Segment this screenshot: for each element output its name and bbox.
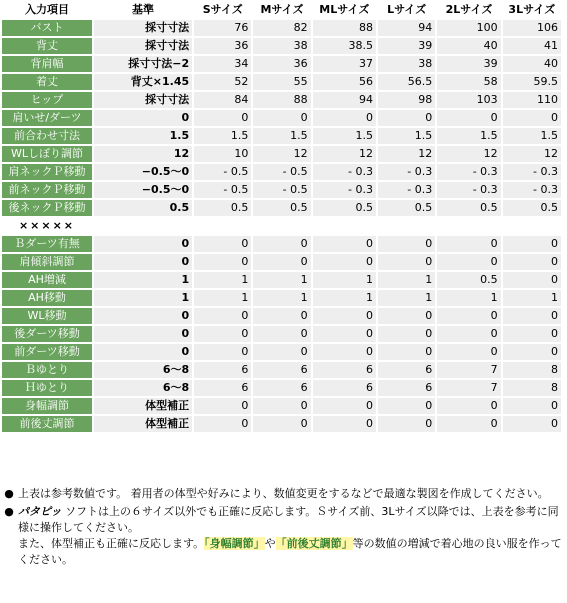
value-cell: 0 <box>503 110 561 126</box>
brand-name: パタピッ <box>18 505 62 518</box>
value-cell: 52 <box>194 74 251 90</box>
value-cell: 0 <box>503 398 561 414</box>
row-label: 肩いせ/ダーツ <box>2 110 92 126</box>
row-label: 前後丈調節 <box>2 416 92 432</box>
row-label: 着丈 <box>2 74 92 90</box>
value-cell: 0 <box>378 344 435 360</box>
table-row <box>2 272 561 288</box>
note-2-mid: や <box>264 537 276 550</box>
value-cell: 0 <box>437 344 500 360</box>
table-row <box>2 254 561 270</box>
value-cell: 0 <box>378 308 435 324</box>
value-cell: - 0.5 <box>194 182 251 198</box>
value-cell: 0 <box>313 416 376 432</box>
table-row <box>2 128 561 144</box>
value-cell: 34 <box>194 56 251 72</box>
value-cell: 88 <box>313 20 376 36</box>
base-cell: 0 <box>94 110 192 126</box>
value-cell: 10 <box>194 146 251 162</box>
value-cell: 37 <box>313 56 376 72</box>
value-cell: 6 <box>253 362 310 378</box>
value-cell: 8 <box>503 380 561 396</box>
value-cell <box>378 218 435 234</box>
value-cell: 82 <box>253 20 310 36</box>
value-cell: 39 <box>437 56 500 72</box>
value-cell: 0 <box>503 344 561 360</box>
header-cell: 2Lサイズ <box>437 2 500 18</box>
header-cell: 基準 <box>94 2 192 18</box>
value-cell: 0 <box>378 416 435 432</box>
value-cell: 0 <box>437 398 500 414</box>
base-cell: 採寸寸法 <box>94 92 192 108</box>
value-cell: 1 <box>253 272 310 288</box>
value-cell: 12 <box>378 146 435 162</box>
value-cell: 0 <box>503 308 561 324</box>
value-cell: 0 <box>437 110 500 126</box>
value-cell: 59.5 <box>503 74 561 90</box>
value-cell: 0 <box>313 308 376 324</box>
note-2-text-c: 等の数値の増減で着心地の良い服を作ってください。 <box>18 537 562 566</box>
row-label: WLしぼり調節 <box>2 146 92 162</box>
value-cell: 0.5 <box>437 272 500 288</box>
value-cell: 6 <box>194 362 251 378</box>
row-label: AH移動 <box>2 290 92 306</box>
row-label: 前ダーツ移動 <box>2 344 92 360</box>
value-cell: 1 <box>313 290 376 306</box>
value-cell: 84 <box>194 92 251 108</box>
value-cell: 0 <box>437 254 500 270</box>
value-cell: 1 <box>378 272 435 288</box>
value-cell: 0.5 <box>194 200 251 216</box>
value-cell: 0 <box>437 236 500 252</box>
row-label: 後ネックＰ移動 <box>2 200 92 216</box>
value-cell: 12 <box>503 146 561 162</box>
note-2 <box>0 504 567 568</box>
value-cell: 56 <box>313 74 376 90</box>
table-row <box>2 38 561 54</box>
base-cell <box>94 218 192 234</box>
value-cell: 1.5 <box>437 128 500 144</box>
row-label: バスト <box>2 20 92 36</box>
table-row <box>2 308 561 324</box>
value-cell: 0 <box>194 398 251 414</box>
value-cell: 39 <box>378 38 435 54</box>
value-cell: 1 <box>378 290 435 306</box>
row-label: 背肩幅 <box>2 56 92 72</box>
value-cell: 1 <box>437 290 500 306</box>
value-cell: 6 <box>313 362 376 378</box>
value-cell: 41 <box>503 38 561 54</box>
value-cell: 0.5 <box>378 200 435 216</box>
value-cell: - 0.3 <box>378 182 435 198</box>
value-cell: 0 <box>313 326 376 342</box>
base-cell: 体型補正 <box>94 398 192 414</box>
row-label: 背丈 <box>2 38 92 54</box>
value-cell: 40 <box>503 56 561 72</box>
header-cell: 3Lサイズ <box>503 2 561 18</box>
table-row <box>2 416 561 432</box>
value-cell <box>503 218 561 234</box>
value-cell: - 0.3 <box>503 182 561 198</box>
base-cell: 背丈×1.45 <box>94 74 192 90</box>
base-cell: −0.5〜0 <box>94 182 192 198</box>
value-cell: 0 <box>503 254 561 270</box>
note-2-text-a: ソフトは上の６サイズ以外でも正確に反応します。Ｓサイズ前、3Lサイズ以降では、上表を参考に同様に操作してください。 <box>18 505 559 534</box>
header-cell: Sサイズ <box>194 2 251 18</box>
base-cell: −0.5〜0 <box>94 164 192 180</box>
value-cell: 94 <box>313 92 376 108</box>
value-cell: 6 <box>313 380 376 396</box>
base-cell: 採寸寸法 <box>94 38 192 54</box>
value-cell: 106 <box>503 20 561 36</box>
value-cell: 1 <box>503 290 561 306</box>
table-row <box>2 74 561 90</box>
value-cell: 0 <box>253 344 310 360</box>
table-row <box>2 110 561 126</box>
value-cell: 98 <box>378 92 435 108</box>
value-cell: 6 <box>253 380 310 396</box>
value-cell: 0 <box>313 110 376 126</box>
base-cell: 1 <box>94 272 192 288</box>
value-cell: 0 <box>253 398 310 414</box>
base-cell: 1.5 <box>94 128 192 144</box>
row-label: 肩傾斜調節 <box>2 254 92 270</box>
row-label: 前ネックＰ移動 <box>2 182 92 198</box>
value-cell <box>194 218 251 234</box>
row-label: Ｂゆとり <box>2 362 92 378</box>
table-row <box>2 182 561 198</box>
value-cell: 1.5 <box>378 128 435 144</box>
value-cell: 1 <box>194 272 251 288</box>
value-cell: 0.5 <box>253 200 310 216</box>
value-cell: - 0.5 <box>253 182 310 198</box>
value-cell: 0 <box>378 398 435 414</box>
note-2-text-b: また、体型補正も正確に反応します。 <box>18 537 205 550</box>
value-cell: 103 <box>437 92 500 108</box>
value-cell: 0 <box>253 236 310 252</box>
table-row <box>2 290 561 306</box>
value-cell: 58 <box>437 74 500 90</box>
bullet-icon: ● <box>4 487 14 500</box>
base-cell: 体型補正 <box>94 416 192 432</box>
notes-section <box>0 486 567 570</box>
value-cell: 0 <box>378 110 435 126</box>
value-cell: 6 <box>378 380 435 396</box>
base-cell: 0 <box>94 254 192 270</box>
table-row <box>2 56 561 72</box>
value-cell: 38 <box>253 38 310 54</box>
value-cell: - 0.3 <box>503 164 561 180</box>
row-label: 身幅調節 <box>2 398 92 414</box>
value-cell: 56.5 <box>378 74 435 90</box>
table-row <box>2 92 561 108</box>
value-cell: 0 <box>503 416 561 432</box>
value-cell: 0 <box>253 254 310 270</box>
value-cell: - 0.3 <box>313 182 376 198</box>
base-cell: 6〜8 <box>94 362 192 378</box>
value-cell: 36 <box>253 56 310 72</box>
bullet-icon: ● <box>4 505 14 518</box>
value-cell: 94 <box>378 20 435 36</box>
table-row <box>2 218 561 234</box>
row-label: 肩ネックＰ移動 <box>2 164 92 180</box>
header-cell: MLサイズ <box>313 2 376 18</box>
value-cell: 1.5 <box>313 128 376 144</box>
table-row <box>2 326 561 342</box>
value-cell: 7 <box>437 380 500 396</box>
value-cell: 1.5 <box>503 128 561 144</box>
row-label: Ｂダーツ有無 <box>2 236 92 252</box>
table-row <box>2 146 561 162</box>
base-cell: 12 <box>94 146 192 162</box>
value-cell: 0 <box>194 326 251 342</box>
value-cell: 0 <box>194 236 251 252</box>
value-cell: 0 <box>253 326 310 342</box>
value-cell <box>253 218 310 234</box>
value-cell: 76 <box>194 20 251 36</box>
value-cell: 0 <box>503 326 561 342</box>
header-cell: Mサイズ <box>253 2 310 18</box>
value-cell: 0 <box>378 326 435 342</box>
value-cell: 0 <box>313 344 376 360</box>
note-1 <box>0 486 567 502</box>
value-cell: 0 <box>437 326 500 342</box>
value-cell: 0 <box>378 236 435 252</box>
value-cell: 0 <box>253 308 310 324</box>
value-cell: 0 <box>503 236 561 252</box>
value-cell: - 0.3 <box>378 164 435 180</box>
value-cell: 8 <box>503 362 561 378</box>
value-cell: 1.5 <box>194 128 251 144</box>
row-label: ヒップ <box>2 92 92 108</box>
value-cell: 40 <box>437 38 500 54</box>
table-row <box>2 380 561 396</box>
row-label: 後ダーツ移動 <box>2 326 92 342</box>
value-cell: 12 <box>437 146 500 162</box>
value-cell: 6 <box>378 362 435 378</box>
base-cell: 0 <box>94 236 192 252</box>
value-cell: 0 <box>194 416 251 432</box>
base-cell: 0.5 <box>94 200 192 216</box>
table-row <box>2 164 561 180</box>
highlight-mihaba: 「身幅調節」 <box>204 537 265 550</box>
value-cell: 55 <box>253 74 310 90</box>
value-cell: 0 <box>503 272 561 288</box>
value-cell: 7 <box>437 362 500 378</box>
value-cell: 88 <box>253 92 310 108</box>
value-cell: 100 <box>437 20 500 36</box>
value-cell: 36 <box>194 38 251 54</box>
base-cell: 6〜8 <box>94 380 192 396</box>
base-cell: 0 <box>94 344 192 360</box>
value-cell: - 0.3 <box>437 164 500 180</box>
value-cell: 0 <box>253 110 310 126</box>
base-cell: 採寸寸法 <box>94 20 192 36</box>
table-row <box>2 20 561 36</box>
value-cell: 0 <box>378 254 435 270</box>
row-label: WL移動 <box>2 308 92 324</box>
value-cell <box>313 218 376 234</box>
table-row <box>2 236 561 252</box>
value-cell: 1.5 <box>253 128 310 144</box>
note-1-text: 上表は参考数値です。 着用者の体型や好みにより、数値変更をするなどで最適な製図を作成してください。 <box>18 487 549 500</box>
value-cell: 110 <box>503 92 561 108</box>
value-cell: 0 <box>437 416 500 432</box>
value-cell: - 0.3 <box>313 164 376 180</box>
highlight-zengotake: 「前後丈調節」 <box>275 537 353 550</box>
value-cell: 1 <box>194 290 251 306</box>
value-cell: 0 <box>313 398 376 414</box>
row-label: ××××× <box>2 218 92 234</box>
value-cell: 0 <box>437 308 500 324</box>
value-cell: 12 <box>253 146 310 162</box>
base-cell: 1 <box>94 290 192 306</box>
value-cell: - 0.5 <box>194 164 251 180</box>
base-cell: 0 <box>94 308 192 324</box>
value-cell: 1 <box>313 272 376 288</box>
base-cell: 0 <box>94 326 192 342</box>
value-cell <box>437 218 500 234</box>
base-cell: 採寸寸法−2 <box>94 56 192 72</box>
header-cell: 入力項目 <box>2 2 92 18</box>
row-label: 前合わせ寸法 <box>2 128 92 144</box>
table-row <box>2 398 561 414</box>
row-label: Ｈゆとり <box>2 380 92 396</box>
value-cell: 0 <box>194 110 251 126</box>
table-header-row <box>2 2 561 18</box>
table-row <box>2 362 561 378</box>
value-cell: 0 <box>313 236 376 252</box>
value-cell: - 0.3 <box>437 182 500 198</box>
value-cell: 12 <box>313 146 376 162</box>
value-cell: 1 <box>253 290 310 306</box>
value-cell: 0 <box>194 254 251 270</box>
value-cell: 0 <box>194 344 251 360</box>
note-2-text <box>18 504 567 568</box>
table-body <box>2 20 561 432</box>
value-cell: 0.5 <box>437 200 500 216</box>
value-cell: 0 <box>194 308 251 324</box>
value-cell: 0.5 <box>503 200 561 216</box>
value-cell: 38.5 <box>313 38 376 54</box>
row-label: AH増減 <box>2 272 92 288</box>
value-cell: 0.5 <box>313 200 376 216</box>
value-cell: 0 <box>313 254 376 270</box>
value-cell: 38 <box>378 56 435 72</box>
value-cell: 6 <box>194 380 251 396</box>
header-cell: Lサイズ <box>378 2 435 18</box>
table-row <box>2 200 561 216</box>
value-cell: 0 <box>253 416 310 432</box>
value-cell: - 0.5 <box>253 164 310 180</box>
table-row <box>2 344 561 360</box>
